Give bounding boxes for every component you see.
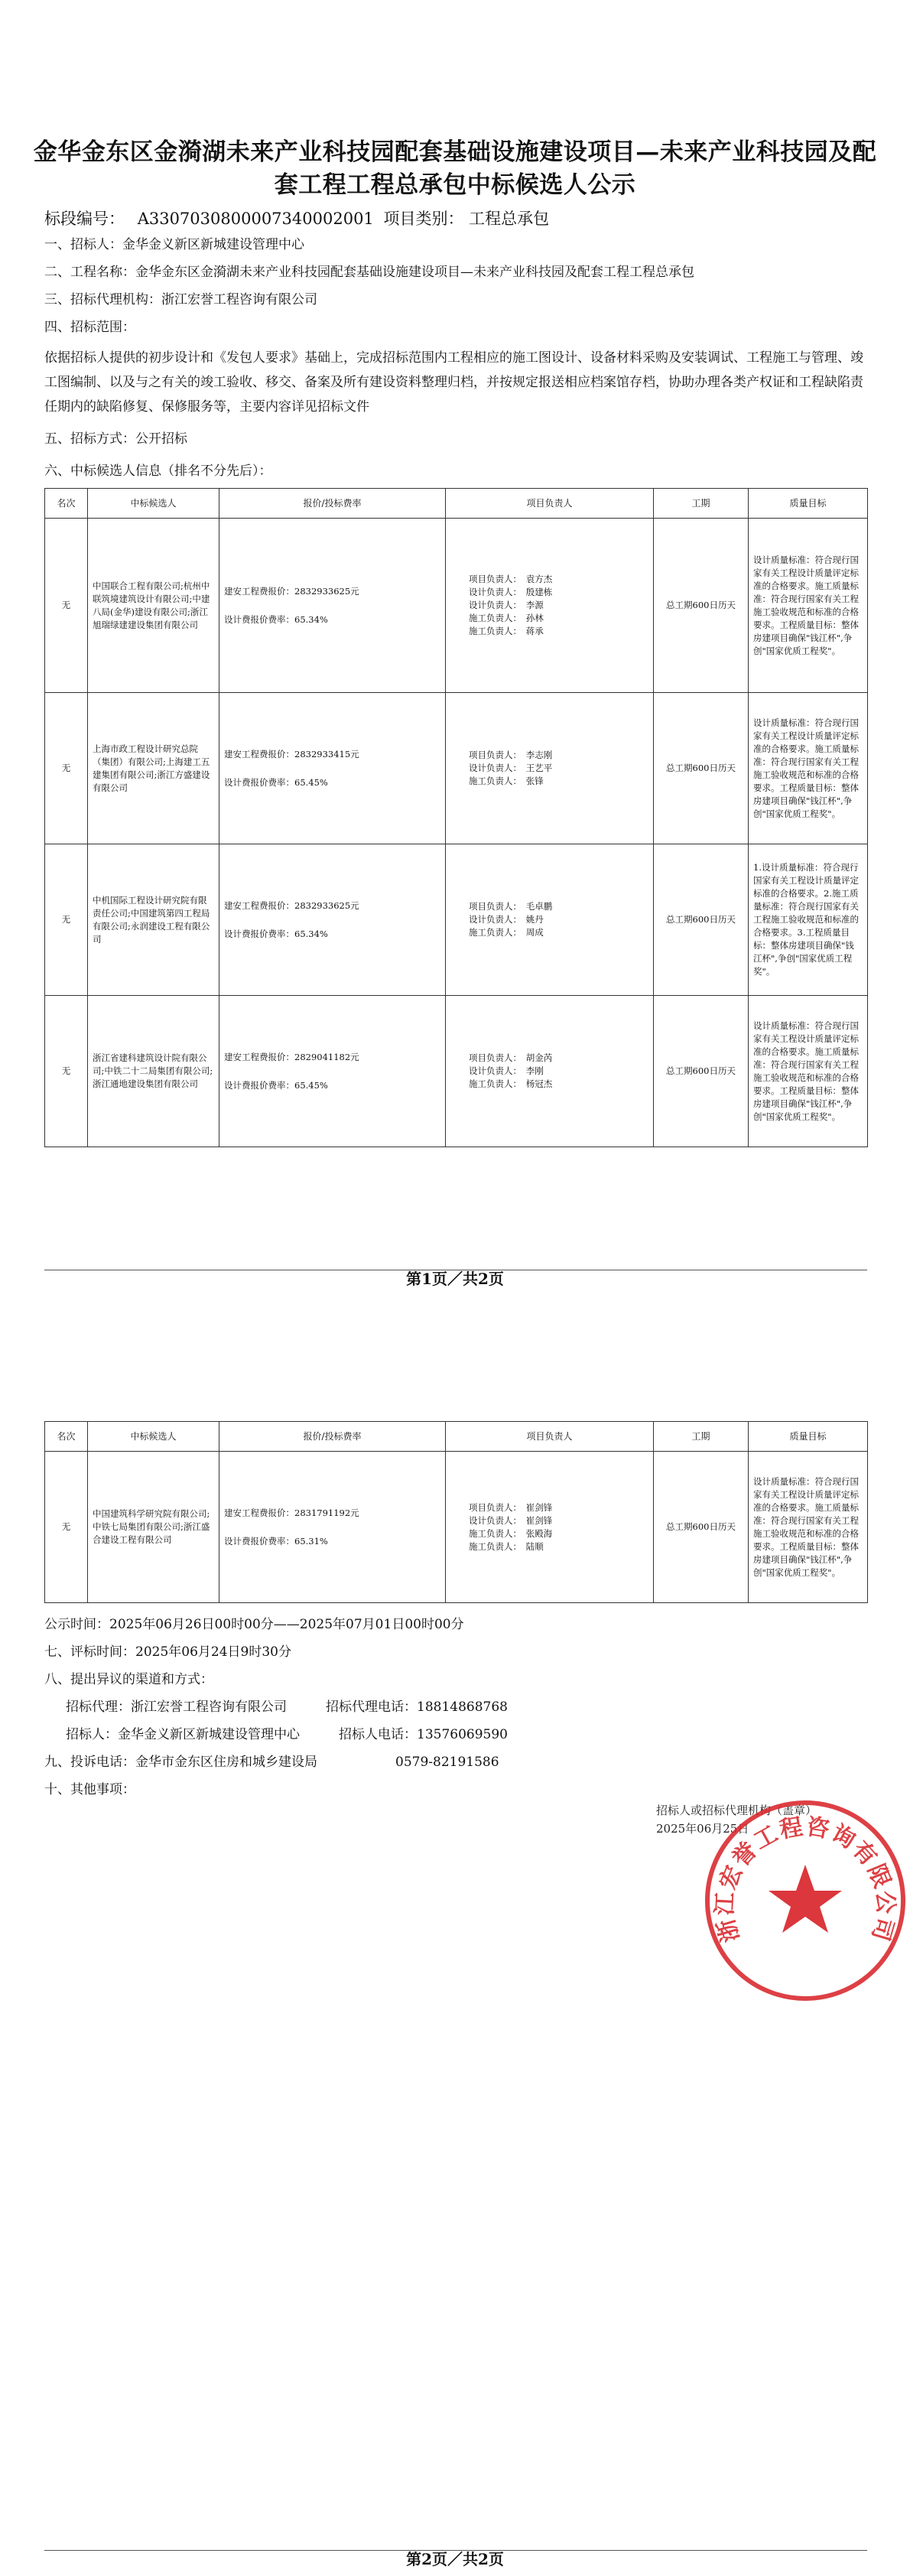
manager-line: 施工负责人： 孙林: [469, 613, 544, 623]
header-quality: 质量目标: [749, 489, 868, 519]
manager-cell: [446, 519, 654, 693]
manager-line: 项目负责人： 李志刚: [469, 750, 553, 760]
rank-cell: 无: [45, 693, 88, 844]
table-row: [45, 693, 868, 844]
manager-line: 施工负责人： 蒋承: [469, 626, 544, 636]
candidate-cell: 中机国际工程设计研究院有限责任公司;中国建筑第四工程局有限公司;永润建设工程有限公司: [88, 844, 219, 996]
manager-cell: [446, 844, 654, 996]
signature-date: 2025年06月25日: [656, 1822, 749, 1836]
price-line: 建安工程费报价：2832933625元: [224, 585, 359, 597]
table-header-row: [45, 489, 868, 519]
project-type: 工程总承包: [469, 210, 550, 228]
header-candidate: 中标候选人: [88, 1422, 219, 1452]
quality-cell: 1.设计质量标准：符合现行国家有关工程设计质量评定标准的合格要求。2.施工质量标准：符合现行国家有关工程施工验收规范和标准的合格要求。3.工程质量目标：整体房建项目确保"钱江杯",争创"国家优质工程奖"。: [749, 844, 868, 996]
manager-line: 施工负责人： 周成: [469, 927, 544, 938]
page-2-number: 第2页／共2页: [406, 2550, 504, 2568]
table-row: [45, 996, 868, 1147]
quality-cell: 设计质量标准：符合现行国家有关工程设计质量评定标准的合格要求。施工质量标准：符合现行国家有关工程施工验收规范和标准的合格要求。工程质量目标：整体房建项目确保"钱江杯",争创"国家优质工程奖"。: [749, 693, 868, 844]
evaluation-time: 七、评标时间：2025年06月24日9时30分: [44, 1644, 291, 1660]
table-row: [45, 844, 868, 996]
manager-cell: [446, 1452, 654, 1603]
rank-cell: 无: [45, 1452, 88, 1603]
table-row: [45, 1452, 868, 1603]
price-cell: [219, 1452, 446, 1603]
other-matters: 十、其他事项：: [44, 1782, 135, 1797]
candidate-cell: 中国联合工程有限公司;杭州中联筑境建筑设计有限公司;中建八局(金华)建设有限公司;浙江旭瑞绿建建设集团有限公司: [88, 519, 219, 693]
scope-heading: 四、招标范围：: [44, 320, 135, 335]
agency-line: 三、招标代理机构：浙江宏誉工程咨询有限公司: [44, 292, 317, 307]
candidate-cell: 浙江省建科建筑设计院有限公司;中铁二十二局集团有限公司;浙江通地建设集团有限公司: [88, 996, 219, 1147]
manager-line: 项目负责人： 胡金芮: [469, 1052, 553, 1063]
section-code: A3307030800007340002001: [137, 210, 374, 228]
company-seal: [702, 1797, 908, 2004]
manager-cell: [446, 693, 654, 844]
price-line: 建安工程费报价：2829041182元: [224, 1051, 359, 1062]
header-price: 报价/投标费率: [219, 1422, 446, 1452]
price-line: 建安工程费报价：2832933625元: [224, 899, 359, 911]
manager-line: 设计负责人： 崔剑锋: [469, 1514, 553, 1526]
manager-cell: [446, 996, 654, 1147]
complaint-line: 九、投诉电话：金华市金东区住房和城乡建设局 0579-82191586: [44, 1755, 499, 1770]
manager-line: 施工负责人： 杨冠杰: [469, 1078, 553, 1089]
manager-line: 设计负责人： 李源: [469, 600, 544, 610]
header-quality: 质量目标: [749, 1422, 868, 1452]
seal-star-icon: [769, 1865, 842, 1933]
duration-cell: 总工期600日历天: [654, 693, 749, 844]
tenderer-line: 一、招标人：金华金义新区新城建设管理中心: [44, 237, 304, 252]
header-manager: 项目负责人: [446, 489, 654, 519]
manager-line: 设计负责人： 殷建栋: [469, 587, 553, 597]
seal-text: 浙江宏誉工程咨询有限公司: [711, 1813, 899, 1946]
header-manager: 项目负责人: [446, 1422, 654, 1452]
agent-contact: 招标代理：浙江宏誉工程咨询有限公司 招标代理电话：18814868768: [66, 1699, 508, 1715]
header-duration: 工期: [654, 1422, 749, 1452]
candidates-table-continued: [44, 1421, 868, 1603]
section-code-label: 标段编号：: [44, 210, 125, 228]
quality-cell: 设计质量标准：符合现行国家有关工程设计质量评定标准的合格要求。施工质量标准：符合现行国家有关工程施工验收规范和标准的合格要求。工程质量目标：整体房建项目确保"钱江杯",争创"国家优质工程奖"。: [749, 996, 868, 1147]
signature-org: 招标人或招标代理机构（盖章）: [656, 1804, 817, 1817]
manager-line: 设计负责人： 李刚: [469, 1065, 544, 1076]
candidate-cell: 上海市政工程设计研究总院（集团）有限公司;上海建工五建集团有限公司;浙江方盛建设有限公司: [88, 693, 219, 844]
quality-cell: 设计质量标准：符合现行国家有关工程设计质量评定标准的合格要求。施工质量标准：符合现行国家有关工程施工验收规范和标准的合格要求。工程质量目标：整体房建项目确保"钱江杯",争创"国家优质工程奖"。: [749, 519, 868, 693]
manager-line: 施工负责人： 张锋: [469, 776, 544, 786]
table-row: [45, 519, 868, 693]
rate-line: 设计费报价费率：65.31%: [224, 1535, 328, 1547]
price-cell: [219, 519, 446, 693]
rank-cell: 无: [45, 519, 88, 693]
candidate-cell: 中国建筑科学研究院有限公司;中铁七局集团有限公司;浙江盛合建设工程有限公司: [88, 1452, 219, 1603]
table-header-row: [45, 1422, 868, 1452]
manager-line: 施工负责人： 张殿海: [469, 1527, 553, 1539]
rate-line: 设计费报价费率：65.45%: [224, 1079, 328, 1091]
header-price: 报价/投标费率: [219, 489, 446, 519]
manager-line: 设计负责人： 王艺平: [469, 763, 553, 773]
header-rank: 名次: [45, 489, 88, 519]
duration-cell: 总工期600日历天: [654, 1452, 749, 1603]
rate-line: 设计费报价费率：65.34%: [224, 613, 328, 625]
quality-cell: 设计质量标准：符合现行国家有关工程设计质量评定标准的合格要求。施工质量标准：符合现行国家有关工程施工验收规范和标准的合格要求。工程质量目标：整体房建项目确保"钱江杯",争创"国家优质工程奖"。: [749, 1452, 868, 1603]
method-line: 五、招标方式：公开招标: [44, 431, 187, 447]
section-meta: [44, 207, 549, 229]
header-candidate: 中标候选人: [88, 489, 219, 519]
price-line: 建安工程费报价：2832933415元: [224, 748, 359, 759]
header-rank: 名次: [45, 1422, 88, 1452]
project-type-label: 项目类别：: [383, 210, 464, 228]
candidates-heading: 六、中标候选人信息（排名不分先后）：: [44, 463, 272, 479]
candidates-table: [44, 488, 868, 1147]
tenderer-contact: 招标人：金华金义新区新城建设管理中心 招标人电话：13576069590: [66, 1727, 508, 1742]
objection-heading: 八、提出异议的渠道和方式：: [44, 1672, 213, 1687]
manager-line: 项目负责人： 崔剑锋: [469, 1501, 553, 1513]
rank-cell: 无: [45, 844, 88, 996]
project-name-line: 二、工程名称：金华金东区金漪湖未来产业科技园配套基础设施建设项目—未来产业科技园及配套工程工程总承包: [44, 265, 694, 280]
document-title: 金华金东区金漪湖未来产业科技园配套基础设施建设项目—未来产业科技园及配套工程工程总承包中标候选人公示: [33, 138, 877, 199]
rank-cell: 无: [45, 996, 88, 1147]
price-line: 建安工程费报价：2831791192元: [224, 1507, 359, 1518]
rate-line: 设计费报价费率：65.34%: [224, 928, 328, 939]
manager-line: 设计负责人： 姚丹: [469, 914, 544, 925]
duration-cell: 总工期600日历天: [654, 844, 749, 996]
scope-text: 依据招标人提供的初步设计和《发包人要求》基础上，完成招标范围内工程相应的施工图设计、设备材料采购及安装调试、工程施工与管理、竣工图编制、以及与之有关的竣工验收、移交、备案及所有建设资料整理归档，并按规定报送相应档案馆存档，协助办理各类产权证和工程缺陷责任期内的缺陷修复、保修服务等，主要内容详见招标文件: [44, 350, 863, 415]
duration-cell: 总工期600日历天: [654, 519, 749, 693]
price-cell: [219, 844, 446, 996]
price-cell: [219, 996, 446, 1147]
duration-cell: 总工期600日历天: [654, 996, 749, 1147]
manager-line: 项目负责人： 毛卓鹏: [469, 901, 553, 912]
price-cell: [219, 693, 446, 844]
header-duration: 工期: [654, 489, 749, 519]
manager-line: 施工负责人： 陆顺: [469, 1540, 544, 1552]
page-1-number: 第1页／共2页: [406, 1270, 504, 1288]
rate-line: 设计费报价费率：65.45%: [224, 776, 328, 788]
publicity-time: 公示时间：2025年06月26日00时00分——2025年07月01日00时00分: [44, 1617, 464, 1632]
manager-line: 项目负责人： 袁方杰: [469, 574, 553, 584]
